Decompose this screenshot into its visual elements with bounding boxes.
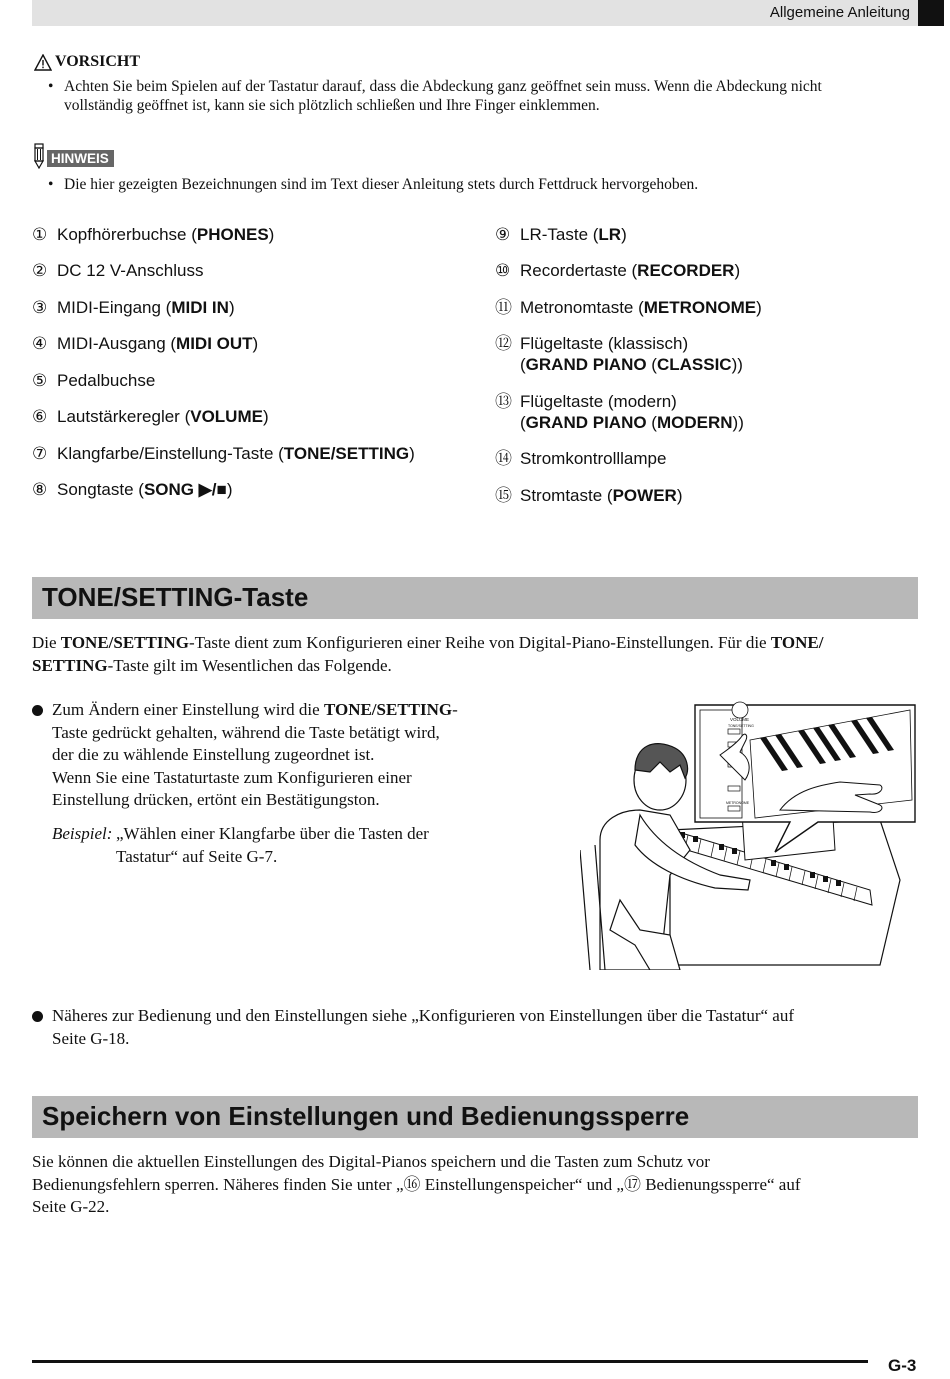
bullet-dot: • [48,78,54,95]
part-item: ⑥ Lautstärkeregler (VOLUME) [32,407,269,426]
example-label: Beispiel: [52,824,113,843]
bullet-dot: • [48,176,54,193]
part-item: ⑮ Stromtaste (POWER) [495,486,683,505]
note-badge: HINWEIS [47,150,114,167]
header-section-label: Allgemeine Anleitung [769,4,910,21]
footer-rule [32,1360,868,1363]
part-item: ⑪ Metronomtaste (METRONOME) [495,298,762,317]
part-item: ⑤ Pedalbuchse [32,371,156,390]
part-item: ② DC 12 V-Anschluss [32,261,204,280]
part-item: ⑭ Stromkontrolllampe [495,449,667,468]
bullet-dot [32,1011,43,1022]
page-number: G-3 [888,1356,917,1375]
callout-label-metronome: METRONOME [726,801,750,805]
tone-setting-bullet-2: Näheres zur Bedienung und den Einstellungen siehe „Konfigurieren von Einstellungen über die Tastatur“ auf Seite G-18. [32,1005,918,1050]
section-heading-bar [32,1096,918,1138]
caution-heading [34,53,140,71]
piano-player-illustration [580,700,920,970]
save-lock-text: Sie können die aktuellen Einstellungen des Digital-Pianos speichern und die Tasten zum Schutz vor Bedienungsfehlern sperren. Näheres finden Sie unter „⑯ Einstellungenspeicher“ und „⑰ Bedienungssperre“ auf Seite G-22. [32,1152,801,1216]
part-item: ① Kopfhörerbuchse (PHONES) [32,225,275,244]
section-heading-bar [32,577,918,619]
caution-bullet [48,77,918,115]
part-item: ⑨ LR-Taste (LR) [495,225,627,244]
note-heading [32,143,114,169]
pencil-note-icon [32,143,48,169]
part-item: ④ MIDI-Ausgang (MIDI OUT) [32,334,259,353]
callout-label-tone: TONE/SETTING [728,724,754,728]
caution-text-line1: Achten Sie beim Spielen auf der Tastatur darauf, dass die Abdeckung ganz geöffnet sein muss. Wenn die Abdeckung nicht [64,78,822,95]
section-title-tone-setting: TONE/SETTING-Taste [42,582,309,612]
bullet-dot [32,705,43,716]
warning-triangle-icon [34,54,52,71]
part-item: ⑩ Recordertaste (RECORDER) [495,261,741,280]
tone-setting-intro: Die TONE/SETTING-Taste dient zum Konfigurieren einer Reihe von Digital-Piano-Einstellungen. Für die TONE/ SETTING-Taste gilt im Wesentlichen das Folgende. [32,633,824,675]
header-tab-marker [918,0,944,26]
note-bullet [48,175,918,194]
part-item: ⑬ Flügeltaste (modern) (GRAND PIANO (MODERN)) [495,392,744,432]
example-reference: Beispiel: „Wählen einer Klangfarbe über die Tasten der Tastatur“ auf Seite G-7. [52,824,429,866]
part-item: ⑦ Klangfarbe/Einstellung-Taste (TONE/SETTING) [32,444,415,463]
caution-title: VORSICHT [55,53,141,70]
part-item: ⑫ Flügeltaste (klassisch) (GRAND PIANO (CLASSIC)) [495,334,743,374]
section-title-save-lock: Speichern von Einstellungen und Bedienungssperre [42,1101,690,1131]
part-item: ⑧ Songtaste (SONG ▶/■) [32,480,233,499]
note-text: Die hier gezeigten Bezeichnungen sind im Text dieser Anleitung stets durch Fettdruck hervorgehoben. [64,176,699,193]
part-item: ③ MIDI-Eingang (MIDI IN) [32,298,235,317]
tone-setting-bullet-1: Zum Ändern einer Einstellung wird die TONE/SETTING- Taste gedrückt gehalten, während die Taste betätigt wird, der die zu wählende Einstellung zugeordnet ist. Wenn Sie eine Tastaturtaste zum Konfigurieren einer Einstellung drücken, ertönt ein Bestätigungston. [32,699,522,812]
callout-label-volume: VOLUME [730,717,750,722]
caution-text-line2: vollständig geöffnet ist, kann sie sich plötzlich schließen und Ihre Finger einklemmen. [64,97,600,114]
